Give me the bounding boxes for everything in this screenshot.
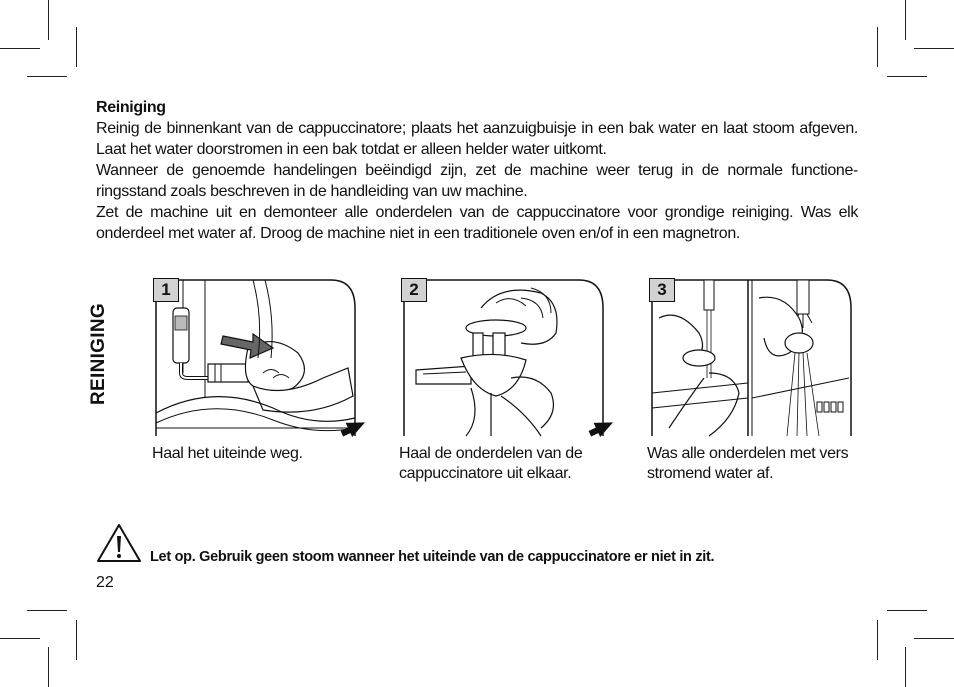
figure-number: 1 xyxy=(153,278,179,302)
figure-2 xyxy=(401,278,619,436)
cleaning-instructions xyxy=(96,97,858,244)
crop-mark xyxy=(0,638,40,639)
figure-number: 3 xyxy=(649,278,675,302)
crop-mark xyxy=(48,647,49,687)
crop-mark xyxy=(48,0,49,40)
crop-mark xyxy=(27,76,67,77)
crop-mark xyxy=(27,610,67,611)
warning-note xyxy=(96,523,856,567)
figure-3-caption: Was alle onderdelen met vers stromend water af. xyxy=(647,445,849,482)
warning-text: Let op. Gebruik geen stoom wanneer het uiteinde van de cappuccinatore er niet in zit. xyxy=(150,549,715,565)
figure-1-illustration xyxy=(153,278,371,436)
crop-mark xyxy=(76,620,77,660)
section-heading: Reiniging xyxy=(96,99,166,116)
side-section-title: REINIGING xyxy=(88,303,109,405)
crop-mark xyxy=(905,0,906,40)
figure-1 xyxy=(153,278,371,436)
page-number: 22 xyxy=(96,574,114,591)
paragraph: Wanneer de genoemde handelingen beëindigd zijn, zet de machine weer terug in de normale functione-ringsstand zoals beschreven in de handleiding van uw machine. xyxy=(96,162,858,200)
figure-3-illustration xyxy=(649,278,867,436)
crop-mark xyxy=(914,48,954,49)
paragraph: Reinig de binnenkant van de cappuccinatore; plaats het aanzuigbuisje in een bak water en laat stoom afgeven. Laat het water doorstromen in een bak totdat er alleen helder water uitkomt. xyxy=(96,120,858,158)
crop-mark xyxy=(877,27,878,67)
crop-mark xyxy=(905,647,906,687)
warning-triangle-icon xyxy=(96,523,142,563)
figure-2-illustration xyxy=(401,278,619,436)
crop-mark xyxy=(914,638,954,639)
figure-2-caption: Haal de onderdelen van de cappuccinatore uit elkaar. xyxy=(399,445,583,482)
crop-mark xyxy=(887,76,927,77)
figure-1-caption: Haal het uiteinde weg. xyxy=(152,445,303,462)
figure-3 xyxy=(649,278,867,436)
paragraph: Zet de machine uit en demonteer alle onderdelen van de cappuccinatore voor grondige reiniging. Was elk onderdeel met water af. Droog de machine niet in een traditionele oven en/of in een magnetron. xyxy=(96,204,858,242)
crop-mark xyxy=(0,48,40,49)
crop-mark xyxy=(887,610,927,611)
crop-mark xyxy=(76,27,77,67)
figure-number: 2 xyxy=(401,278,427,302)
crop-mark xyxy=(877,620,878,660)
